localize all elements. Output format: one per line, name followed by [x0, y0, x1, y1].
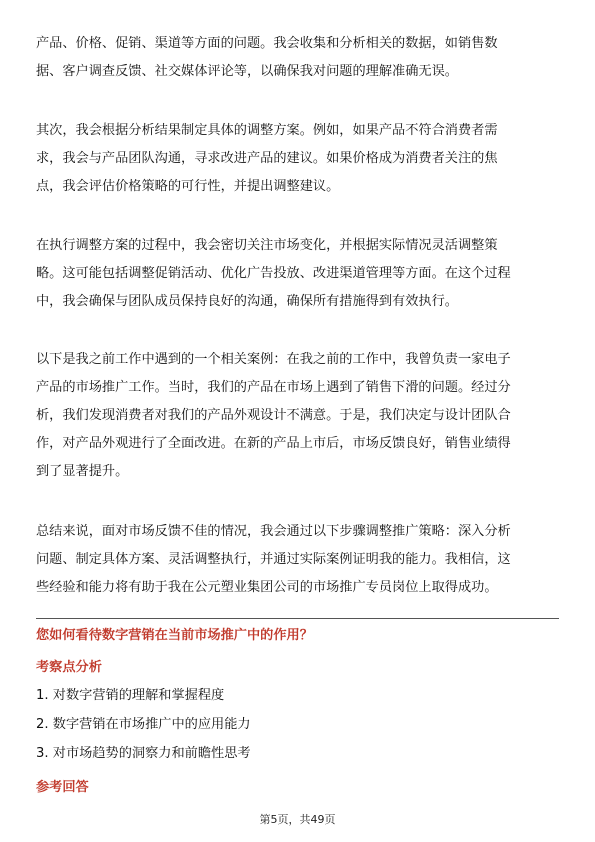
- exam-point-item: 1. 对数字营销的理解和掌握程度: [36, 688, 225, 703]
- paragraph-case-example: [36, 346, 558, 486]
- text-line: 以下是我之前工作中遇到的一个相关案例：在我之前的工作中，我曾负责一家电子: [36, 352, 511, 367]
- text-line: 析，我们发现消费者对我们的产品外观设计不满意。于是，我们决定与设计团队合: [36, 408, 511, 423]
- text-line: 在执行调整方案的过程中，我会密切关注市场变化，并根据实际情况灵活调整策: [36, 238, 498, 253]
- text-line: 据、客户调查反馈、社交媒体评论等，以确保我对问题的理解准确无误。: [36, 64, 458, 79]
- text-line: 求，我会与产品团队沟通，寻求改进产品的建议。如果价格成为消费者关注的焦: [36, 151, 498, 166]
- text-line: 到了显著提升。: [36, 464, 129, 479]
- text-line: 其次，我会根据分析结果制定具体的调整方案。例如，如果产品不符合消费者需: [36, 123, 498, 138]
- text-line: 产品、价格、促销、渠道等方面的问题。我会收集和分析相关的数据，如销售数: [36, 36, 498, 51]
- paragraph-summary: [36, 518, 558, 602]
- text-line: 些经验和能力将有助于我在公元塑业集团公司的市场推广专员岗位上取得成功。: [36, 580, 498, 595]
- exam-point-item: 3. 对市场趋势的洞察力和前瞻性思考: [36, 746, 251, 761]
- exam-points-heading: 考察点分析: [36, 660, 102, 675]
- paragraph-execution: [36, 232, 558, 316]
- text-line: 略。这可能包括调整促销活动、优化广告投放、改进渠道管理等方面。在这个过程: [36, 266, 511, 281]
- text-line: 问题、制定具体方案、灵活调整执行，并通过实际案例证明我的能力。我相信，这: [36, 552, 511, 567]
- page-footer: 第5页，共49页: [259, 813, 336, 826]
- text-line: 点，我会评估价格策略的可行性，并提出调整建议。: [36, 179, 340, 194]
- question-heading: 您如何看待数字营销在当前市场推广中的作用？: [36, 628, 313, 643]
- paragraph-adjustment-plan: [36, 117, 558, 201]
- text-line: 作，对产品外观进行了全面改进。在新的产品上市后，市场反馈良好，销售业绩得: [36, 436, 511, 451]
- paragraph-problem-analysis: [36, 30, 558, 86]
- exam-point-item: 2. 数字营销在市场推广中的应用能力: [36, 717, 251, 732]
- text-line: 总结来说，面对市场反馈不佳的情况，我会通过以下步骤调整推广策略：深入分析: [36, 524, 511, 539]
- text-line: 中，我会确保与团队成员保持良好的沟通，确保所有措施得到有效执行。: [36, 294, 458, 309]
- section-divider: [36, 618, 559, 619]
- text-line: 产品的市场推广工作。当时，我们的产品在市场上遇到了销售下滑的问题。经过分: [36, 380, 511, 395]
- reference-answer-heading: 参考回答: [36, 780, 89, 795]
